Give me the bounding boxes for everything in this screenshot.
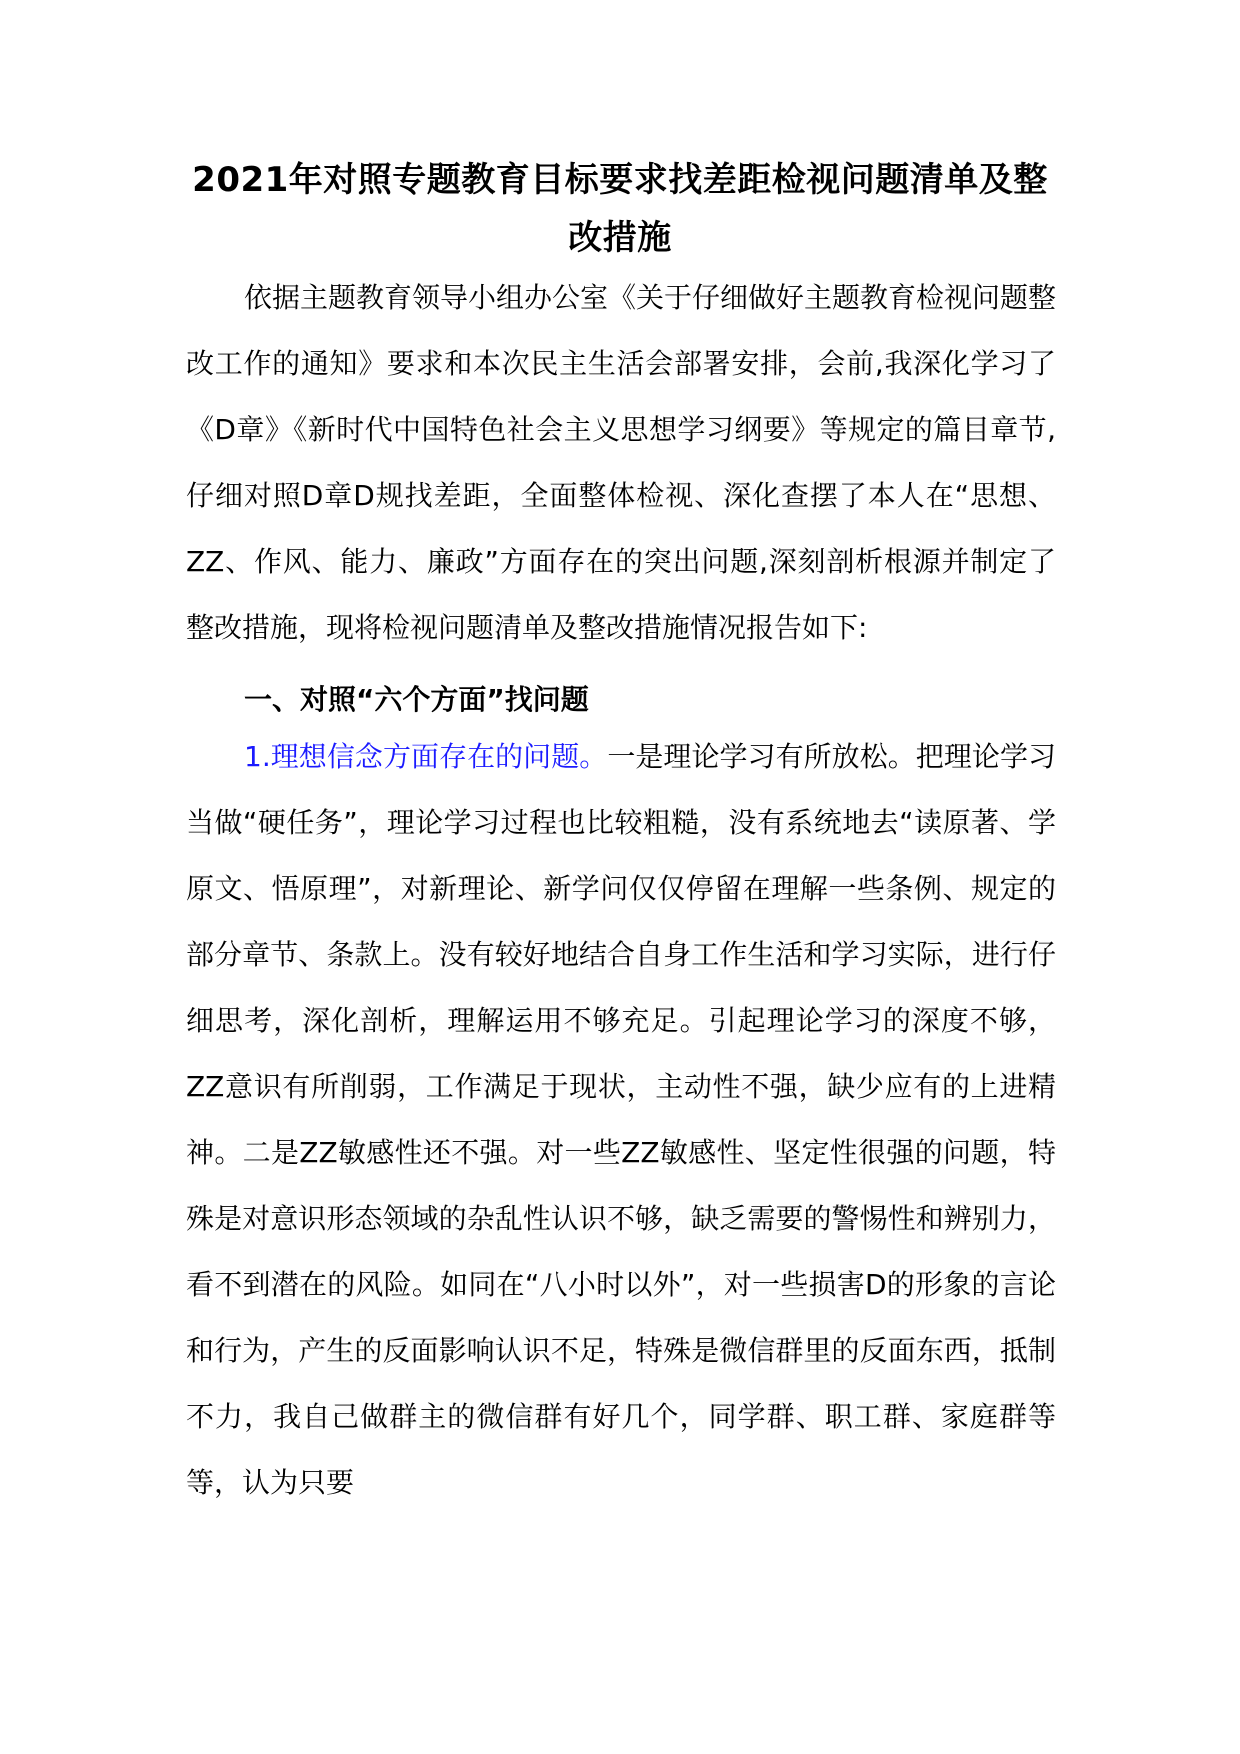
intro-paragraph: 依据主题教育领导小组办公室《关于仔细做好主题教育检视问题整改工作的通知》要求和本次民主生活会部署安排，会前,我深化学习了《D章》《新时代中国特色社会主义思想学习纲要》等规定的篇目章节,仔细对照D章D规找差距，全面整体检视、深化查摆了本人在“思想、ZZ、作风、能力、廉政”方面存在的突出问题,深刻剖析根源并制定了整改措施，现将检视问题清单及整改措施情况报告如下: xyxy=(186,281,1057,644)
item-1-heading: 1.理想信念方面存在的问题。 xyxy=(244,740,608,773)
section-heading-1: 一、对照“六个方面”找问题 xyxy=(244,683,589,716)
item-1-paragraph xyxy=(186,724,1056,1516)
document-title-line-1: 2021年对照专题教育目标要求找差距检视问题清单及整 xyxy=(192,160,1048,200)
item-1-body: 一是理论学习有所放松。把理论学习当做“硬任务”，理论学习过程也比较粗糙，没有系统地去“读原著、学原文、悟原理”，对新理论、新学问仅仅停留在理解一些条例、规定的部分章节、条款上。没有较好地结合自身工作生活和学习实际，进行仔细思考，深化剖析，理解运用不够充足。引起理论学习的深度不够，ZZ意识有所削弱，工作满足于现状，主动性不强，缺少应有的上进精神。二是ZZ敏感性还不强。对一些ZZ敏感性、坚定性很强的问题，特殊是对意识形态领域的杂乱性认识不够，缺乏需要的警惕性和辨别力，看不到潜在的风险。如同在“八小时以外”，对一些损害D的形象的言论和行为，产生的反面影响认识不足，特殊是微信群里的反面东西，抵制不力，我自己做群主的微信群有好几个，同学群、职工群、家庭群等等，认为只要 xyxy=(186,740,1056,1499)
document-title-line-2: 改措施 xyxy=(568,218,672,258)
